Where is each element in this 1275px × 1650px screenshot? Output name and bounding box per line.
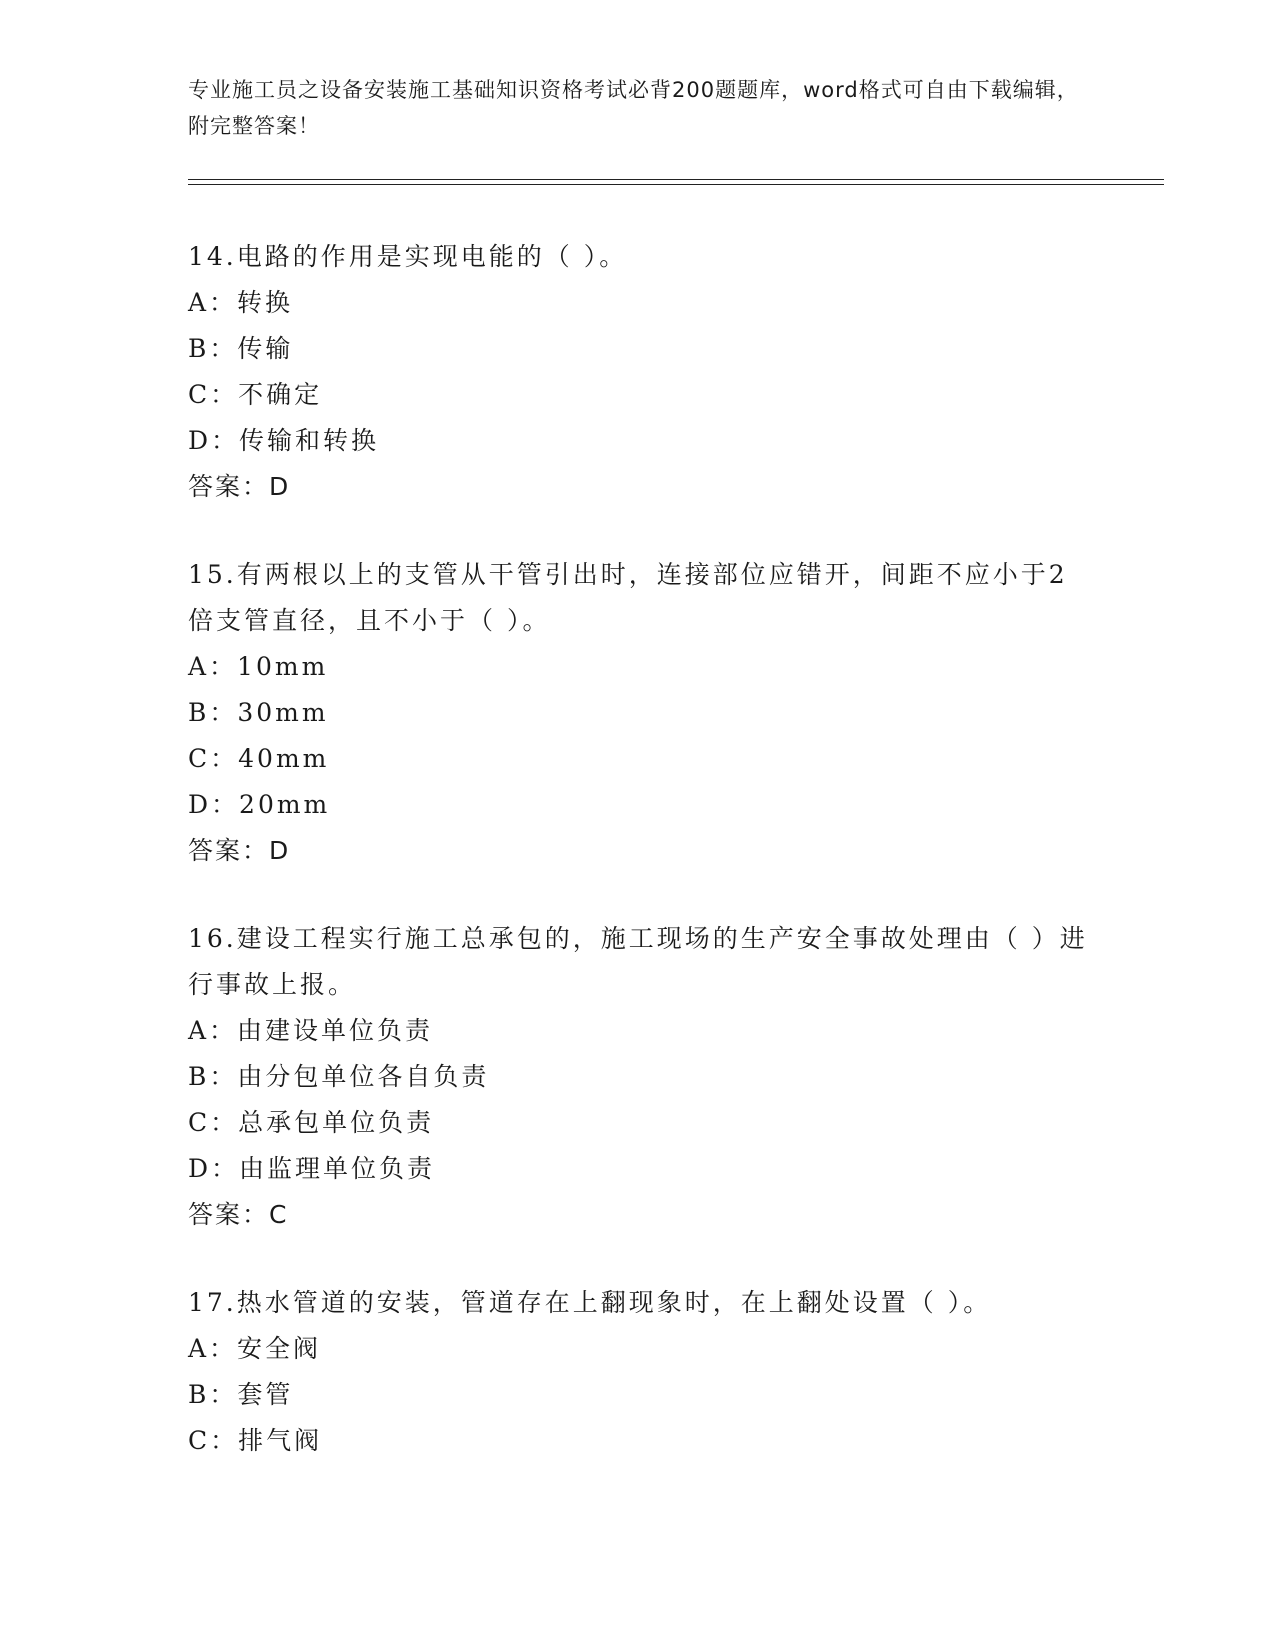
option-c: C：不确定 — [188, 380, 323, 409]
question-stem: 17.热水管道的安装，管道存在上翻现象时，在上翻处设置（ ）。 — [188, 1288, 992, 1317]
answer-line: 答案：D — [188, 472, 291, 501]
option-a: A：由建设单位负责 — [188, 1016, 434, 1045]
question-stem: 16.建设工程实行施工总承包的，施工现场的生产安全事故处理由（ ）进行事故上报。 — [188, 924, 1088, 999]
option-b: B：套管 — [188, 1380, 294, 1409]
header-divider-bottom — [188, 184, 1164, 185]
answer-line: 答案：D — [188, 836, 291, 865]
option-c: C：排气阀 — [188, 1426, 323, 1455]
question-14 — [188, 234, 1088, 510]
answer-line: 答案：C — [188, 1200, 289, 1229]
question-stem: 15.有两根以上的支管从干管引出时，连接部位应错开，间距不应小于2倍支管直径，且不小于（ ）。 — [188, 560, 1068, 635]
option-b: B：由分包单位各自负责 — [188, 1062, 490, 1091]
option-b: B：30mm — [188, 698, 329, 727]
question-stem: 14.电路的作用是实现电能的（ ）。 — [188, 242, 628, 271]
option-d: D：传输和转换 — [188, 426, 380, 455]
question-16 — [188, 916, 1088, 1238]
document-header: 专业施工员之设备安装施工基础知识资格考试必背200题题库，word格式可自由下载编辑，附完整答案！ — [188, 78, 1079, 138]
option-b: B：传输 — [188, 334, 294, 363]
question-15 — [188, 552, 1088, 874]
header-divider-top — [188, 179, 1164, 180]
option-c: C：总承包单位负责 — [188, 1108, 435, 1137]
option-c: C：40mm — [188, 744, 330, 773]
option-a: A：10mm — [188, 652, 329, 681]
question-list — [188, 234, 1088, 1506]
option-a: A：安全阀 — [188, 1334, 322, 1363]
option-a: A：转换 — [188, 288, 294, 317]
option-d: D：20mm — [188, 790, 331, 819]
option-d: D：由监理单位负责 — [188, 1154, 436, 1183]
question-17 — [188, 1280, 1088, 1464]
